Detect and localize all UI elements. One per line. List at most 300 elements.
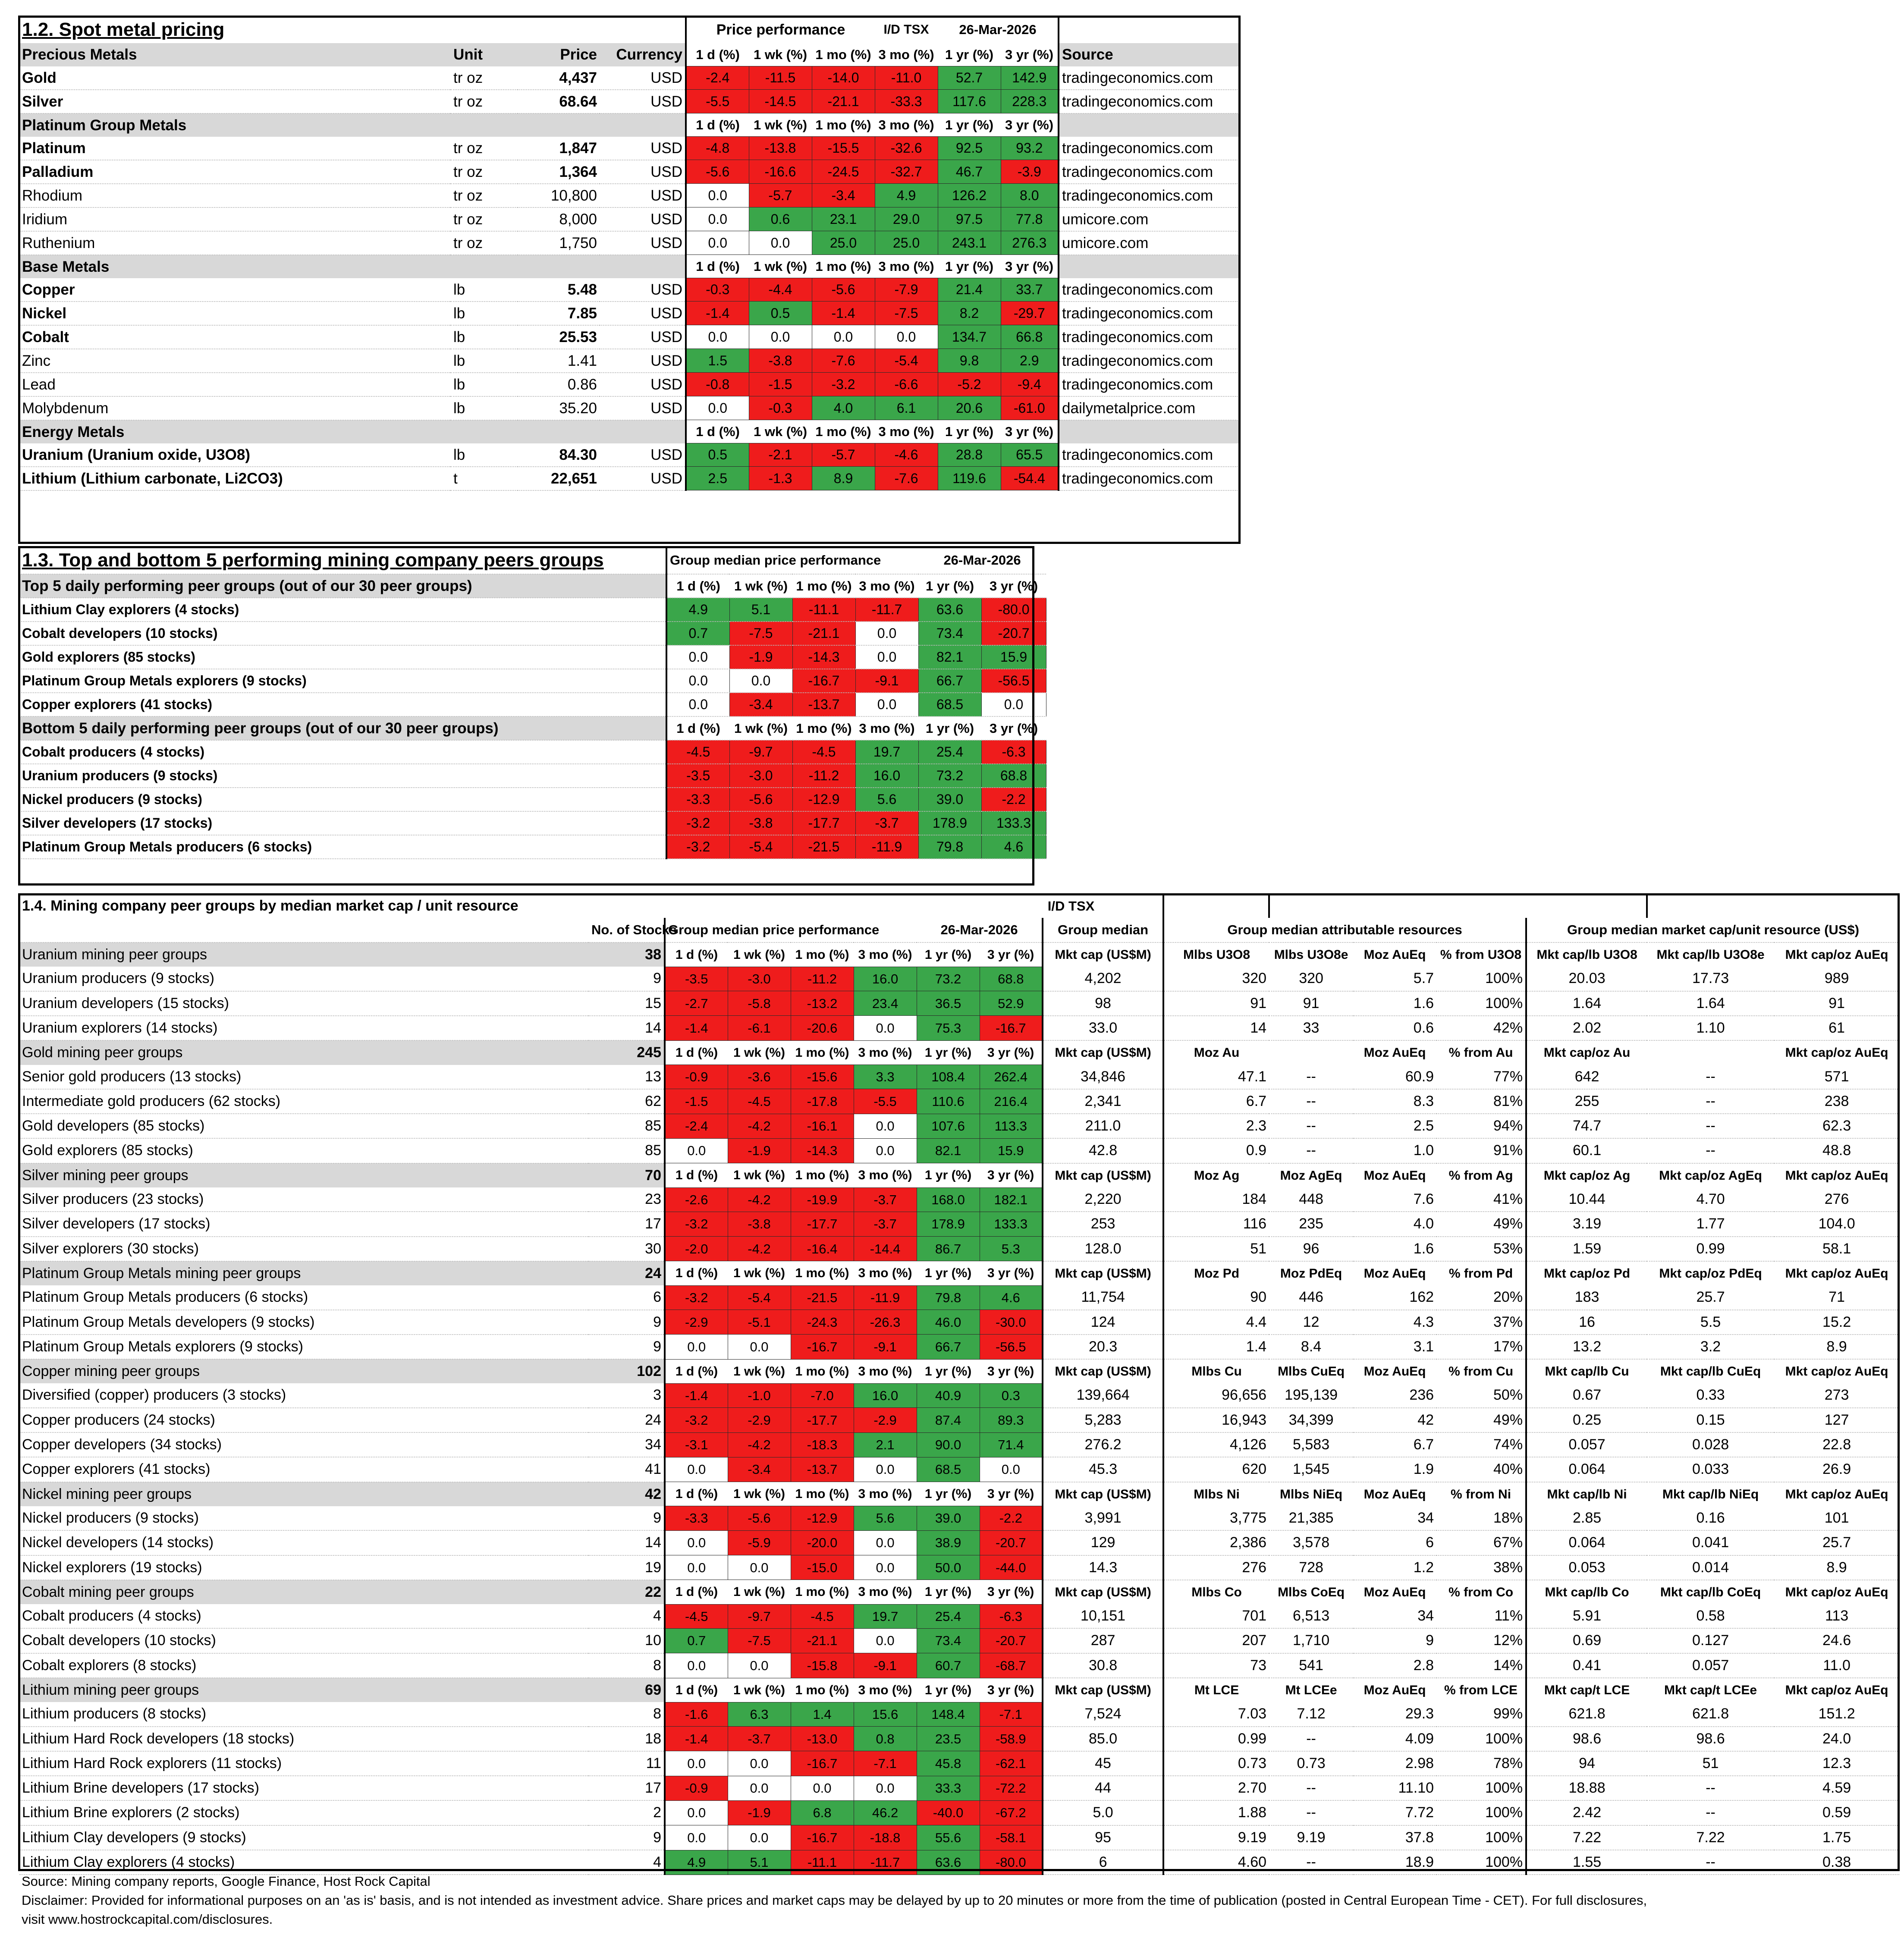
perf-cell: -9.1 [854,1335,917,1359]
perf-cell: -16.4 [791,1237,854,1261]
currency: USD [600,66,686,90]
price-header: Price [518,43,600,66]
blank [518,255,600,278]
stock-count: 9 [589,967,665,991]
value-cell: 25.7 [1774,1530,1899,1555]
perf-cell: -14.3 [792,645,855,669]
perf-cell: 0.5 [749,302,812,325]
value-cell: 128.0 [1043,1237,1163,1261]
value-cell: 22.8 [1774,1432,1899,1457]
perf-cell: 46.7 [938,160,1001,184]
peer-group-header [19,1580,1899,1604]
value-cell: 7.72 [1353,1800,1436,1825]
currency: USD [600,302,686,325]
peer-name: Copper producers (24 stocks) [19,1408,589,1432]
stock-count: 2 [589,1800,665,1825]
perf-cell: -13.7 [792,693,855,716]
value-cell: 0.6 [1353,1016,1436,1040]
perf-column-header: 3 yr (%) [980,1678,1043,1702]
value-cell: 701 [1163,1604,1269,1628]
resource-column-header: Mkt cap (US$M) [1043,1482,1163,1506]
perf-cell: 0.0 [749,325,812,349]
perf-cell: -58.9 [980,1727,1043,1751]
peer-group-name: Platinum Group Metals mining peer groups [19,1261,589,1285]
perf-cell: 52.7 [938,66,1001,90]
stock-count: 9 [589,1310,665,1335]
perf-cell: -9.1 [855,669,918,693]
stock-count: 69 [589,1678,665,1702]
perf-cell: -5.6 [812,278,875,302]
currency: USD [600,184,686,207]
perf-cell: -7.5 [875,302,938,325]
peer-row [19,1212,1899,1236]
price: 1,364 [518,160,600,184]
perf-cell: -32.7 [875,160,938,184]
price: 25.53 [518,325,600,349]
unit: lb [451,325,518,349]
perf-cell: -15.0 [791,1555,854,1580]
peer-name: Uranium developers (15 stocks) [19,991,589,1016]
perf-cell: -3.6 [728,1065,791,1089]
perf-cell: 4.6 [980,1285,1043,1310]
perf-cell: -4.8 [686,137,749,160]
value-cell: 139,664 [1043,1383,1163,1407]
stock-count: 85 [589,1114,665,1138]
perf-cell: 0.0 [665,1335,728,1359]
stock-count: 14 [589,1016,665,1040]
value-cell: 14 [1163,1016,1269,1040]
perf-cell: -3.2 [812,373,875,396]
value-cell: 4.60 [1163,1850,1269,1875]
perf-cell: 8.2 [938,302,1001,325]
value-cell: 9 [1353,1628,1436,1653]
perf-cell: 25.0 [875,231,938,255]
perf-cell: 0.0 [666,645,729,669]
currency: USD [600,396,686,420]
value-cell: 61 [1774,1016,1899,1040]
value-cell: 2.85 [1526,1506,1647,1530]
perf-cell: -5.4 [729,835,792,859]
perf-cell: -15.6 [791,1065,854,1089]
perf-cell: -5.9 [728,1530,791,1555]
stock-count: 62 [589,1089,665,1114]
perf-cell: -4.2 [728,1114,791,1138]
value-cell: 7.12 [1269,1702,1353,1726]
perf-cell: -3.8 [728,1212,791,1236]
perf-cell: -7.1 [980,1702,1043,1726]
perf-cell: 133.3 [981,811,1046,835]
perf-cell: -16.7 [980,1016,1043,1040]
price: 84.30 [518,443,600,467]
perf-cell: -15.5 [812,137,875,160]
value-cell: 74.7 [1526,1114,1647,1138]
value-cell: 621.8 [1647,1702,1774,1726]
perf-cell: 25.4 [917,1604,980,1628]
id-tsx-label: I/D TSX [883,22,929,37]
blank [451,420,518,443]
blank [600,255,686,278]
metal-row [19,184,1239,207]
value-cell: 2,386 [1163,1530,1269,1555]
perf-cell: 45.8 [917,1751,980,1776]
perf-cell: 21.4 [938,278,1001,302]
perf-column-header: 1 yr (%) [938,255,1001,278]
source: tradingeconomics.com [1059,184,1239,207]
value-cell: 6.7 [1163,1089,1269,1114]
value-cell: 571 [1774,1065,1899,1089]
peer-row [19,1237,1899,1261]
peer-row [19,1530,1899,1555]
value-cell: 446 [1269,1285,1353,1310]
blank [1647,894,1899,918]
perf-cell: -20.7 [980,1628,1043,1653]
perf-cell: -2.6 [665,1187,728,1212]
perf-column-header: 1 mo (%) [791,1359,854,1383]
value-cell: 91 [1163,991,1269,1016]
perf-cell: 68.8 [980,967,1043,991]
perf-cell: -1.6 [665,1702,728,1726]
peer-group-name: Lithium mining peer groups [19,1678,589,1702]
value-cell: 15.2 [1774,1310,1899,1335]
value-cell: 0.69 [1526,1628,1647,1653]
perf-cell: -3.2 [665,1408,728,1432]
section-name: Bottom 5 daily performing peer groups (out of our 30 peer groups) [19,716,666,740]
value-cell: 4,202 [1043,967,1163,991]
value-cell: -- [1269,1776,1353,1800]
currency: USD [600,467,686,490]
perf-cell: -12.9 [791,1506,854,1530]
perf-cell: 133.3 [980,1212,1043,1236]
value-cell: 4.70 [1647,1187,1774,1212]
perf-cell: -5.7 [812,443,875,467]
value-cell: 0.028 [1647,1432,1774,1457]
perf-column-header: 1 yr (%) [917,1580,980,1604]
perf-cell: -3.1 [665,1432,728,1457]
perf-cell: 33.3 [917,1776,980,1800]
value-cell: 7.22 [1526,1825,1647,1850]
perf-cell: 0.0 [728,1335,791,1359]
value-cell: -- [1647,1776,1774,1800]
unit: lb [451,373,518,396]
source: tradingeconomics.com [1059,160,1239,184]
blank [600,113,686,137]
perf-column-header: 3 yr (%) [980,1359,1043,1383]
perf-column-header: 3 mo (%) [875,420,938,443]
perf-cell: 77.8 [1001,207,1059,231]
perf-cell: -24.3 [791,1310,854,1335]
value-cell: 38% [1436,1555,1526,1580]
peer-row [19,1187,1899,1212]
price: 1.41 [518,349,600,373]
resource-column-header [1647,1040,1774,1065]
value-cell: 62.3 [1774,1114,1899,1138]
metal-name: Ruthenium [19,231,451,255]
metal-row [19,443,1239,467]
peer-name: Silver producers (23 stocks) [19,1187,589,1212]
value-cell: 5,283 [1043,1408,1163,1432]
value-cell: 13.2 [1526,1335,1647,1359]
value-cell: 12 [1269,1310,1353,1335]
resource-column-header: Mkt cap/oz AuEq [1774,1040,1899,1065]
value-cell: 162 [1353,1285,1436,1310]
perf-cell: 68.5 [918,693,981,716]
perf-cell: 0.0 [665,1530,728,1555]
perf-cell: 63.6 [918,598,981,622]
perf-column-header: 1 yr (%) [938,113,1001,137]
perf-column-header: 1 mo (%) [792,716,855,740]
perf-column-header: 1 d (%) [665,1040,728,1065]
value-cell: -- [1269,1727,1353,1751]
perf-cell: 86.7 [917,1237,980,1261]
perf-cell: 0.0 [665,1653,728,1678]
source: tradingeconomics.com [1059,137,1239,160]
perf-cell: 0.0 [728,1555,791,1580]
value-cell: 11.10 [1353,1776,1436,1800]
price: 1,750 [518,231,600,255]
perf-cell: -20.6 [791,1016,854,1040]
resource-column-header: Moz AuEq [1353,1261,1436,1285]
group-name: Energy Metals [19,420,451,443]
resource-column-header: Mkt cap (US$M) [1043,1261,1163,1285]
value-cell: 48.8 [1774,1138,1899,1163]
blank [451,113,518,137]
value-cell: -- [1269,1114,1353,1138]
value-cell: 34 [1353,1604,1436,1628]
perf-cell: 2.1 [854,1432,917,1457]
peer-name: Platinum Group Metals producers (6 stocks) [19,1285,589,1310]
source: tradingeconomics.com [1059,66,1239,90]
value-cell: 276 [1774,1187,1899,1212]
stock-count: 23 [589,1187,665,1212]
value-cell: 0.9 [1163,1138,1269,1163]
value-cell: 51 [1163,1237,1269,1261]
metal-name: Platinum [19,137,451,160]
peer-group-header [19,1040,1899,1065]
perf-cell: 79.8 [917,1285,980,1310]
group-median-perf-header: Group median price performance [665,918,917,942]
value-cell: 30.8 [1043,1653,1163,1678]
footer-disclaimer-link: visit www.hostrockcapital.com/disclosures. [22,1912,273,1927]
value-cell: 60.1 [1526,1138,1647,1163]
group-name: Platinum Group Metals [19,113,451,137]
metal-row [19,137,1239,160]
peer-row [19,1138,1899,1163]
perf-cell: -20.7 [980,1530,1043,1555]
value-cell: 90 [1163,1285,1269,1310]
resource-column-header: Mkt cap/lb Ni [1526,1482,1647,1506]
perf-cell: 113.3 [980,1114,1043,1138]
peer-group-row [19,740,1046,764]
perf-cell: 243.1 [938,231,1001,255]
metal-name: Cobalt [19,325,451,349]
value-cell: 0.15 [1647,1408,1774,1432]
perf-cell: -18.8 [854,1825,917,1850]
value-cell: 33.0 [1043,1016,1163,1040]
metal-row [19,325,1239,349]
value-cell: 34,846 [1043,1065,1163,1089]
perf-cell: -16.1 [791,1114,854,1138]
perf-column-header: 3 yr (%) [981,716,1046,740]
perf-cell: 28.8 [938,443,1001,467]
blank [1269,894,1647,918]
perf-cell: -3.4 [812,184,875,207]
perf-cell: -56.5 [981,669,1046,693]
value-cell: 40% [1436,1457,1526,1482]
resource-column-header: % from Co [1436,1580,1526,1604]
perf-cell: -61.0 [1001,396,1059,420]
blank [600,420,686,443]
value-cell: 0.053 [1526,1555,1647,1580]
resource-column-header: Mkt cap/oz AgEq [1647,1163,1774,1187]
perf-cell: 6.1 [875,396,938,420]
stock-count: 19 [589,1555,665,1580]
value-cell: 16 [1526,1310,1647,1335]
perf-cell: 73.4 [918,622,981,645]
value-cell: -- [1647,1089,1774,1114]
stock-count: 24 [589,1408,665,1432]
perf-cell: 182.1 [980,1187,1043,1212]
value-cell: 5.91 [1526,1604,1647,1628]
perf-cell: 0.0 [854,1138,917,1163]
perf-cell: -11.5 [749,66,812,90]
perf-cell: 0.0 [854,1555,917,1580]
value-cell: 2.8 [1353,1653,1436,1678]
perf-cell: -33.3 [875,90,938,113]
value-cell: 60.9 [1353,1065,1436,1089]
value-cell: 95 [1043,1825,1163,1850]
perf-cell: -20.7 [981,622,1046,645]
perf-cell: 38.9 [917,1530,980,1555]
value-cell: 1.0 [1353,1138,1436,1163]
perf-cell: -17.7 [792,811,855,835]
perf-cell: 0.0 [665,1138,728,1163]
perf-column-header: 1 d (%) [686,420,749,443]
perf-cell: -4.5 [666,740,729,764]
perf-cell: 39.0 [917,1506,980,1530]
spot-group-header [19,255,1239,278]
perf-cell: 142.9 [1001,66,1059,90]
value-cell: 73 [1163,1653,1269,1678]
resource-column-header: Mlbs CoEq [1269,1580,1353,1604]
perf-cell: -5.5 [854,1089,917,1114]
perf-cell: 71.4 [980,1432,1043,1457]
no-of-stocks-header: No. of Stocks [589,918,665,942]
perf-cell: 148.4 [917,1702,980,1726]
peer-group-name: Nickel producers (9 stocks) [19,788,666,811]
perf-cell: 75.3 [917,1016,980,1040]
value-cell: 9.19 [1163,1825,1269,1850]
perf-column-header: 3 yr (%) [1001,255,1059,278]
value-cell: 34,399 [1269,1408,1353,1432]
perf-cell: 0.0 [728,1825,791,1850]
value-cell: 4.09 [1353,1727,1436,1751]
value-cell: 81% [1436,1089,1526,1114]
perf-cell: -40.0 [917,1800,980,1825]
id-tsx-label: I/D TSX [1047,898,1095,914]
perf-cell: 0.0 [666,669,729,693]
currency: USD [600,325,686,349]
value-cell: 5.7 [1353,967,1436,991]
value-cell: 116 [1163,1212,1269,1236]
source-header: Source [1059,43,1239,66]
perf-column-header: 1 d (%) [666,716,729,740]
stock-count: 11 [589,1751,665,1776]
peer-row [19,1383,1899,1407]
peer-group-name: Cobalt mining peer groups [19,1580,589,1604]
value-cell: 96,656 [1163,1383,1269,1407]
currency: USD [600,207,686,231]
value-cell: 33 [1269,1016,1353,1040]
value-cell: 0.41 [1526,1653,1647,1678]
value-cell: 24.0 [1774,1727,1899,1751]
value-cell: 2.42 [1526,1800,1647,1825]
peer-group-row [19,645,1046,669]
perf-column-header: 3 mo (%) [854,1261,917,1285]
blank [518,113,600,137]
value-cell: 7.03 [1163,1702,1269,1726]
metal-name: Nickel [19,302,451,325]
perf-cell: 117.6 [938,90,1001,113]
perf-cell: -3.3 [666,788,729,811]
resource-column-header: % from Ni [1436,1482,1526,1506]
peer-group-row [19,788,1046,811]
resource-column-header: % from Ag [1436,1163,1526,1187]
peer-name: Lithium Brine explorers (2 stocks) [19,1800,589,1825]
perf-column-header: 3 mo (%) [854,1163,917,1187]
perf-column-header: 1 yr (%) [938,43,1001,66]
perf-cell: -0.8 [686,373,749,396]
value-cell: -- [1269,1065,1353,1089]
resource-column-header: Mkt cap/oz AuEq [1774,942,1899,967]
perf-cell: 0.0 [665,1825,728,1850]
perf-column-header: 1 d (%) [665,1580,728,1604]
perf-cell: -5.6 [686,160,749,184]
perf-cell: 0.0 [686,207,749,231]
perf-column-header: 3 mo (%) [875,113,938,137]
perf-cell: 0.7 [666,622,729,645]
perf-cell: 5.1 [728,1850,791,1875]
resource-column-header: Mlbs U3O8 [1163,942,1269,967]
perf-cell: 0.0 [854,1628,917,1653]
value-cell: 620 [1163,1457,1269,1482]
value-cell: 91 [1269,991,1353,1016]
perf-cell: -3.7 [728,1727,791,1751]
value-cell: 6.7 [1353,1432,1436,1457]
perf-cell: 23.4 [854,991,917,1016]
perf-cell: -2.9 [665,1310,728,1335]
value-cell: 29.3 [1353,1702,1436,1726]
peer-row [19,1800,1899,1825]
perf-cell: -3.2 [665,1285,728,1310]
value-cell: 0.59 [1774,1800,1899,1825]
perf-cell: 50.0 [917,1555,980,1580]
stock-count: 18 [589,1727,665,1751]
section-title: 1.3. Top and bottom 5 performing mining company peers groups [19,547,666,574]
perf-column-header: 1 d (%) [666,574,729,598]
perf-cell: 5.1 [729,598,792,622]
resource-column-header: Mkt cap/oz AuEq [1774,1163,1899,1187]
perf-column-header: 1 mo (%) [791,942,854,967]
perf-column-header: 1 mo (%) [791,1580,854,1604]
peer-group-name: Platinum Group Metals explorers (9 stocks) [19,669,666,693]
perf-cell: -32.6 [875,137,938,160]
perf-cell: 178.9 [918,811,981,835]
perf-cell: -21.5 [791,1285,854,1310]
currency: USD [600,373,686,396]
peer-row [19,1335,1899,1359]
stock-count: 34 [589,1432,665,1457]
peer-group-row [19,835,1046,859]
